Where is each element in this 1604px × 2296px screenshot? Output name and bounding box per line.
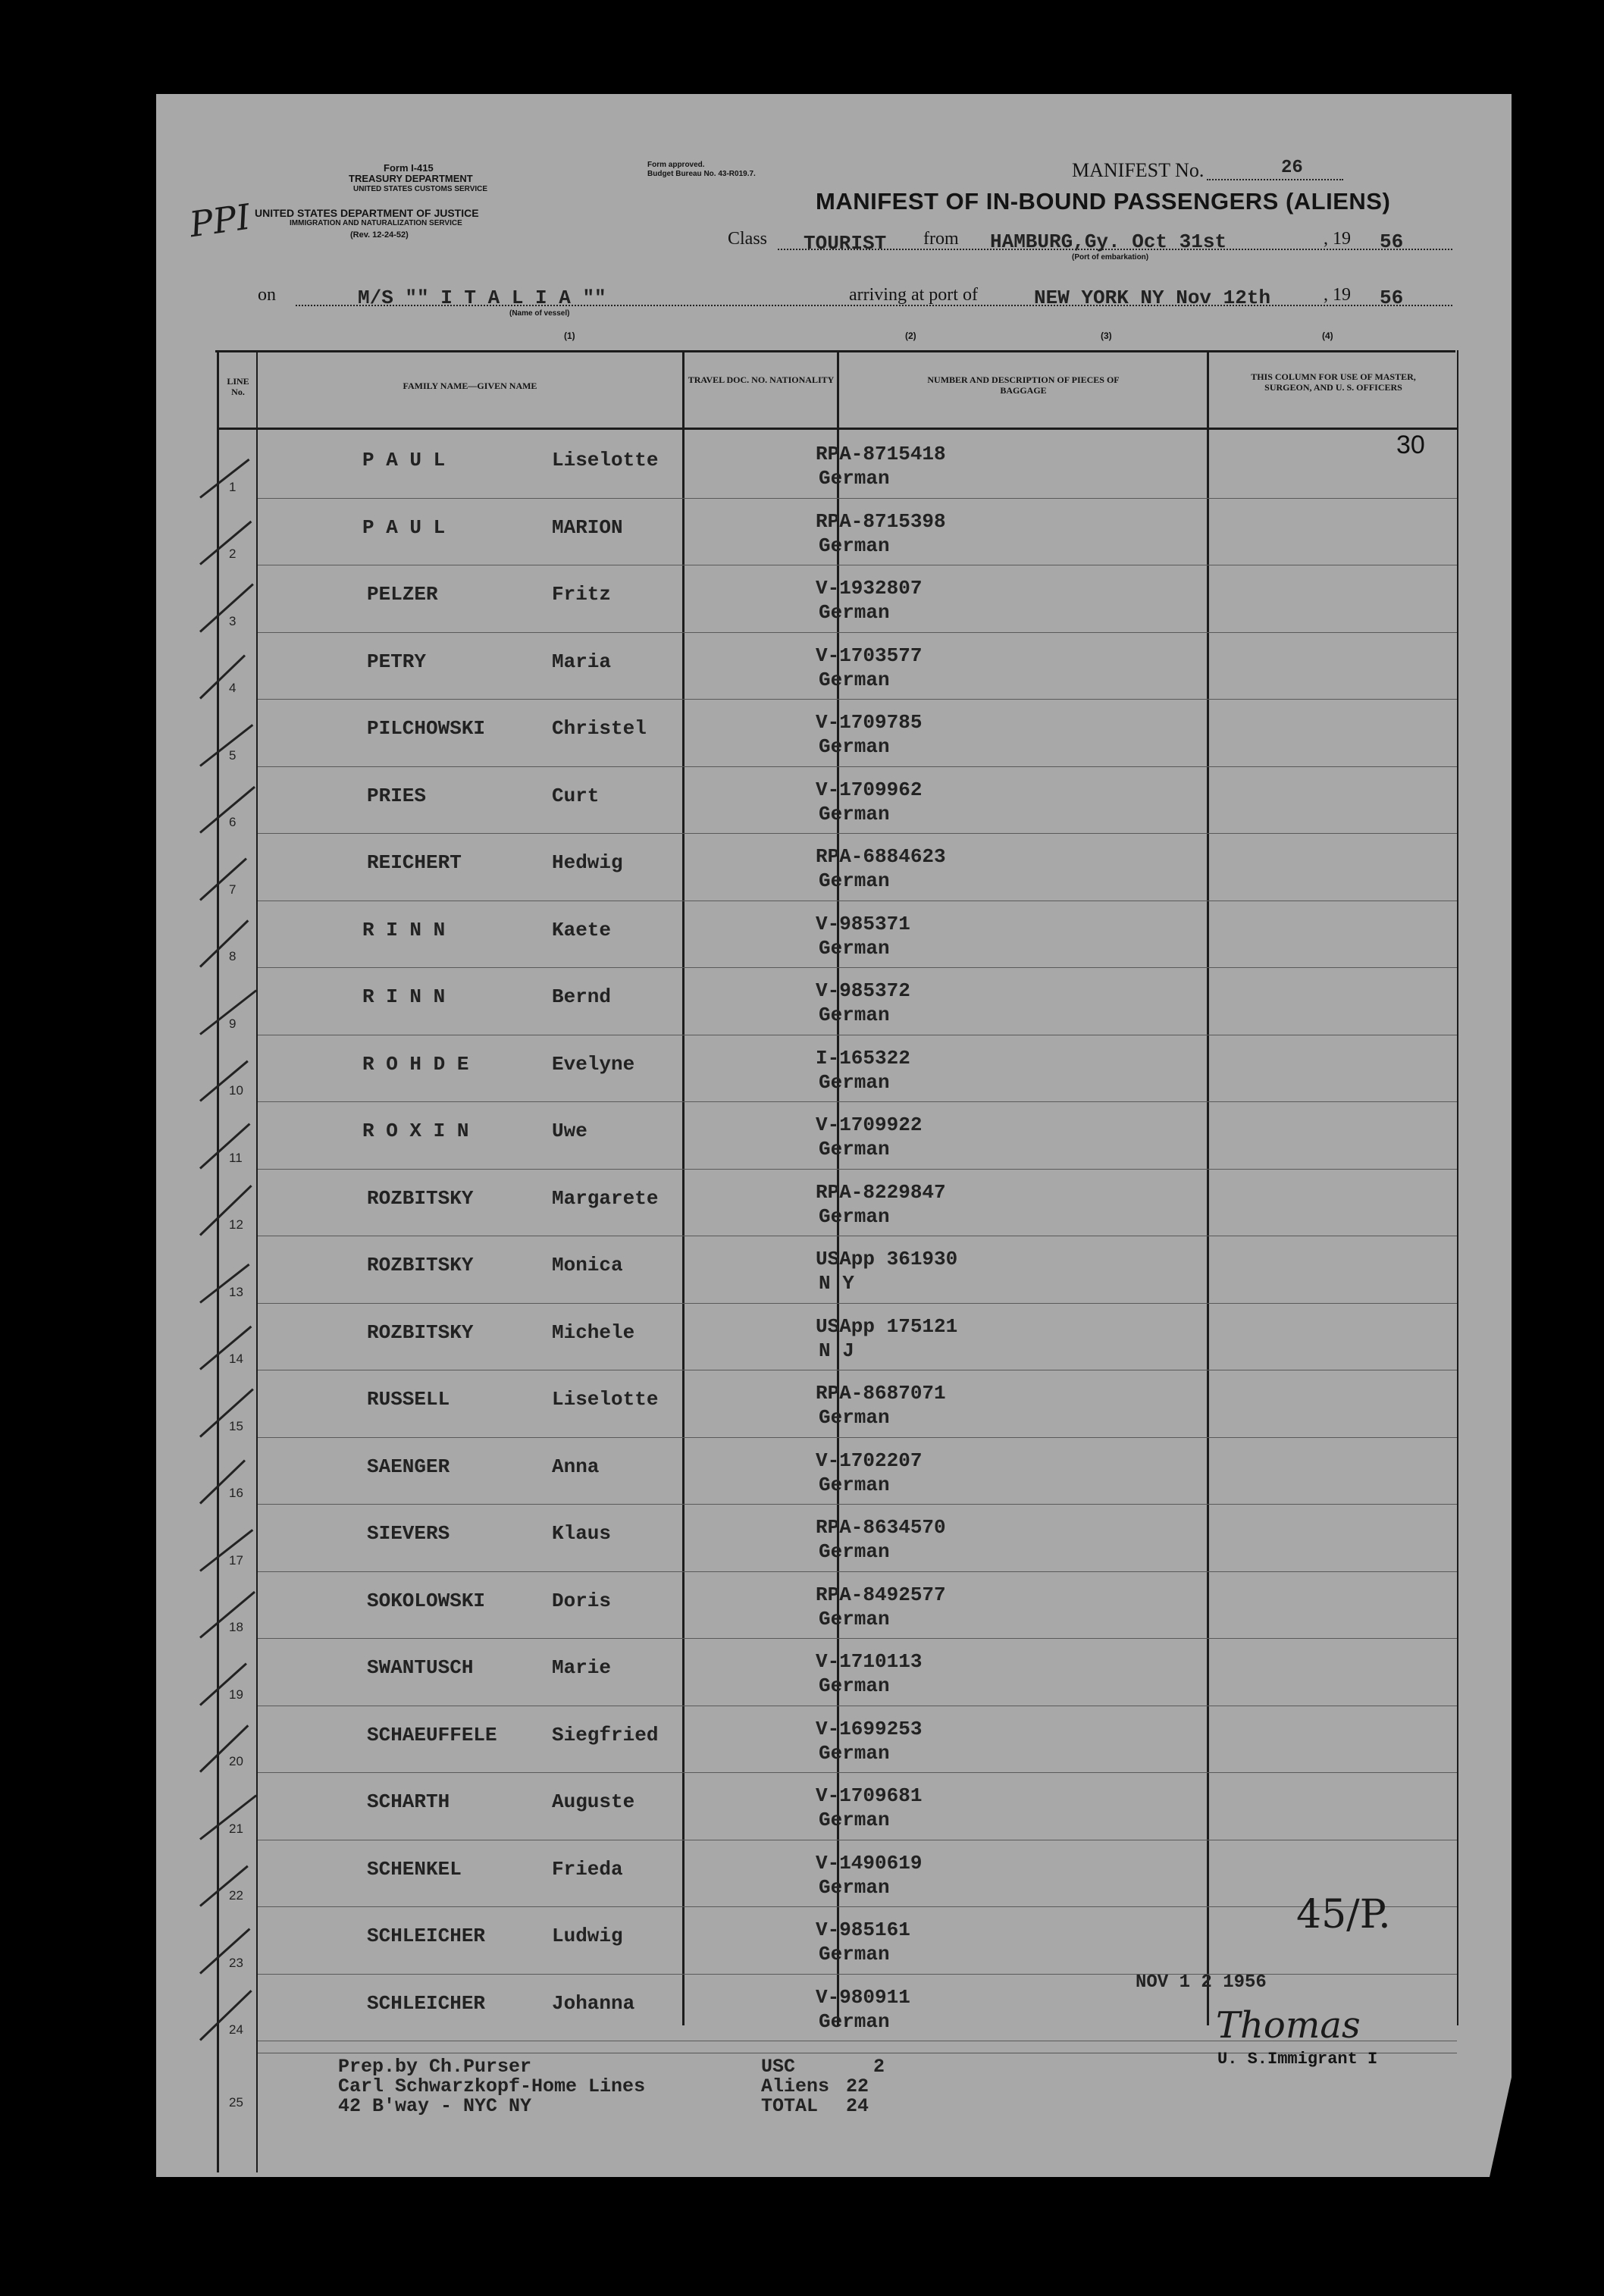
line-number: 14 <box>229 1352 243 1366</box>
year-prefix-1: , 19 <box>1324 229 1351 249</box>
line-number: 6 <box>229 815 237 829</box>
travel-doc-number: V-1703577 <box>816 644 923 667</box>
family-name: R O X I N <box>362 1120 469 1142</box>
usc-value: 2 <box>873 2056 885 2078</box>
given-name: Curt <box>552 784 600 807</box>
given-name: Monica <box>552 1254 623 1276</box>
given-name: Frieda <box>552 1857 623 1881</box>
line-number: 23 <box>229 1955 243 1970</box>
aliens-label: Aliens <box>761 2075 830 2097</box>
travel-doc-number: V-1702207 <box>816 1449 923 1472</box>
line-number: 15 <box>229 1418 243 1433</box>
treasury-dept: TREASURY DEPARTMENT <box>349 173 473 184</box>
table-row <box>156 1844 1457 1912</box>
arriving-label: arriving at port of <box>849 285 978 305</box>
family-name: P A U L <box>362 449 446 471</box>
line-number: 7 <box>229 882 237 897</box>
check-mark <box>199 1388 254 1437</box>
nationality: German <box>819 1809 890 1831</box>
table-row <box>156 838 1457 905</box>
table-row <box>156 1508 1457 1576</box>
manifest-page <box>156 94 1512 2177</box>
total-label: TOTAL <box>761 2095 819 2117</box>
margin-note: PPI <box>186 196 253 246</box>
purser-address: 42 B'way - NYC NY <box>338 2095 532 2117</box>
line-number: 13 <box>229 1284 243 1299</box>
line-number-25: 25 <box>229 2095 243 2110</box>
rev-date: (Rev. 12-24-52) <box>350 230 409 240</box>
customs-service: UNITED STATES CUSTOMS SERVICE <box>353 185 488 193</box>
table-row <box>156 1911 1457 1978</box>
travel-doc-number: V-980911 <box>816 1985 910 2009</box>
family-name: SCHARTH <box>367 1790 450 1813</box>
form-number: Form I-415 <box>384 162 434 174</box>
travel-doc-number: V-1709681 <box>816 1784 923 1807</box>
travel-doc-number: V-1709962 <box>816 778 923 801</box>
table-row <box>156 703 1457 771</box>
budget-bureau: Budget Bureau No. 43-R019.7. <box>647 170 756 178</box>
nationality: German <box>819 534 890 557</box>
table-row <box>156 1173 1457 1241</box>
table-row <box>156 569 1457 637</box>
check-mark <box>199 1123 250 1169</box>
travel-doc-number: RPA-8715418 <box>816 443 946 465</box>
table-row <box>156 972 1457 1039</box>
travel-doc-number: V-1932807 <box>816 577 923 600</box>
table-row <box>156 1710 1457 1778</box>
prepared-by: Prep.by Ch.Purser <box>338 2056 532 2078</box>
port-embarkation-caption: (Port of embarkation) <box>1072 253 1149 262</box>
arrival-value: NEW YORK NY Nov 12th <box>1034 287 1271 309</box>
travel-doc-number: V-1709785 <box>816 711 923 734</box>
check-mark <box>199 1326 252 1370</box>
col-header-travel: TRAVEL DOC. NO. NATIONALITY <box>688 374 835 385</box>
nationality: German <box>819 1138 890 1161</box>
family-name: SCHLEICHER <box>367 1991 486 2015</box>
table-row <box>156 435 1457 503</box>
given-name: Klaus <box>552 1522 612 1545</box>
family-name: PELZER <box>367 583 438 606</box>
family-name: RUSSELL <box>367 1388 450 1411</box>
year-prefix-2: , 19 <box>1324 285 1351 305</box>
table-row <box>156 637 1457 704</box>
stamp-date: NOV 1 2 1956 <box>1136 1972 1267 1993</box>
check-mark <box>199 919 249 967</box>
check-mark <box>199 521 252 565</box>
col-header-officers: THIS COLUMN FOR USE OF MASTER, SURGEON, AND U. S. OFFICERS <box>1251 371 1416 393</box>
line-number: 8 <box>229 949 237 963</box>
col-header-name: FAMILY NAME—GIVEN NAME <box>403 381 537 391</box>
check-mark <box>199 786 255 834</box>
line-number: 16 <box>229 1486 243 1500</box>
nationality: German <box>819 1674 890 1697</box>
given-name: Maria <box>552 650 612 673</box>
given-name: Doris <box>552 1589 612 1612</box>
given-name: Liselotte <box>552 1388 659 1411</box>
family-name: SAENGER <box>367 1455 450 1478</box>
torn-corner <box>1490 1971 1535 2177</box>
given-name: Liselotte <box>552 449 659 471</box>
given-name: Margarete <box>552 1186 659 1210</box>
manifest-title: MANIFEST OF IN-BOUND PASSENGERS (ALIENS) <box>816 188 1391 215</box>
table-row <box>156 1643 1457 1710</box>
given-name: Johanna <box>552 1991 635 2015</box>
table-row <box>156 1308 1457 1375</box>
line-number: 10 <box>229 1083 243 1098</box>
line-number: 20 <box>229 1754 243 1768</box>
check-mark <box>199 583 254 632</box>
nationality: German <box>819 1607 890 1630</box>
given-name: Fritz <box>552 583 612 606</box>
travel-doc-number: V-1490619 <box>816 1851 923 1875</box>
family-name: SWANTUSCH <box>367 1656 474 1679</box>
travel-doc-number: V-1710113 <box>816 1650 923 1673</box>
given-name: Siegfried <box>552 1723 659 1746</box>
given-name: Michele <box>552 1320 635 1344</box>
travel-doc-number: V-1709922 <box>816 1114 923 1136</box>
officer-signature: Thomas <box>1216 2004 1361 2047</box>
given-name: Hedwig <box>552 851 623 874</box>
family-name: ROZBITSKY <box>367 1186 474 1210</box>
total-value: 24 <box>846 2095 869 2117</box>
travel-doc-number: V-1699253 <box>816 1717 923 1740</box>
travel-doc-number: RPA-8715398 <box>816 509 946 533</box>
travel-doc-number: RPA-6884623 <box>816 845 946 868</box>
justice-dept: UNITED STATES DEPARTMENT OF JUSTICE <box>255 207 479 219</box>
nationality: German <box>819 1070 890 1094</box>
family-name: PETRY <box>367 650 427 673</box>
class-value: TOURIST <box>804 232 887 255</box>
family-name: SCHAEUFFELE <box>367 1723 497 1746</box>
line-number: 22 <box>229 1888 243 1903</box>
table-row <box>156 1240 1457 1308</box>
line-number: 24 <box>229 2022 243 2037</box>
table-row <box>156 503 1457 570</box>
table-row <box>156 1106 1457 1173</box>
travel-doc-number: V-985371 <box>816 912 910 935</box>
line-number: 12 <box>229 1217 243 1232</box>
col-header-line: LINE No. <box>227 376 249 397</box>
year-1: 56 <box>1380 230 1404 253</box>
col-num-2: (2) <box>905 330 916 341</box>
nationality: German <box>819 601 890 624</box>
given-name: Ludwig <box>552 1925 623 1947</box>
travel-doc-number: RPA-8229847 <box>816 1180 946 1204</box>
nationality: German <box>819 1741 890 1765</box>
family-name: SOKOLOWSKI <box>367 1589 486 1612</box>
nationality: German <box>819 1004 890 1026</box>
family-name: R I N N <box>362 985 446 1008</box>
line-number: 5 <box>229 747 237 763</box>
year-2: 56 <box>1380 287 1404 309</box>
line-number: 17 <box>229 1552 243 1568</box>
travel-doc-number: USApp 361930 <box>816 1248 958 1270</box>
travel-doc-number: RPA-8687071 <box>816 1382 946 1405</box>
nationality: German <box>819 1406 890 1429</box>
col-header-baggage: NUMBER AND DESCRIPTION OF PIECES OF BAGGAGE <box>927 374 1120 396</box>
line-number: 11 <box>229 1150 243 1165</box>
usc-label: USC <box>761 2056 796 2078</box>
line-number: 19 <box>229 1687 243 1702</box>
given-name: Marie <box>552 1656 612 1679</box>
vessel-caption: (Name of vessel) <box>509 309 570 318</box>
immigrant-inspector-label: U. S.Immigrant I <box>1217 2050 1378 2069</box>
check-mark <box>199 857 247 901</box>
travel-doc-number: RPA-8634570 <box>816 1516 946 1539</box>
form-approved: Form approved. <box>647 161 705 169</box>
nationality: German <box>819 1875 890 1899</box>
given-name: Auguste <box>552 1790 635 1813</box>
col-num-1: (1) <box>564 330 575 341</box>
manifest-label: MANIFEST No. <box>1072 159 1205 181</box>
on-label: on <box>258 285 276 305</box>
line-number: 3 <box>229 613 237 628</box>
travel-doc-number: I-165322 <box>816 1046 910 1070</box>
nationality: N J <box>819 1339 854 1362</box>
table-top-rule <box>215 350 1455 352</box>
line-number: 9 <box>229 1016 237 1031</box>
nationality: German <box>819 2009 890 2033</box>
table-row <box>156 1777 1457 1844</box>
table-row <box>156 1374 1457 1442</box>
check-mark <box>199 654 246 699</box>
given-name: Uwe <box>552 1120 587 1142</box>
travel-doc-number: USApp 175121 <box>816 1314 958 1338</box>
family-name: R I N N <box>362 918 446 941</box>
check-mark <box>199 1185 252 1236</box>
given-name: Christel <box>552 717 647 740</box>
travel-doc-number: RPA-8492577 <box>816 1583 946 1606</box>
check-mark <box>199 1529 253 1572</box>
family-name: SIEVERS <box>367 1522 450 1545</box>
line-number: 2 <box>229 547 237 561</box>
table-row <box>156 1039 1457 1107</box>
vessel-name: M/S "" I T A L I A "" <box>358 287 606 309</box>
manifest-number: 26 <box>1281 158 1303 178</box>
col-num-4: (4) <box>1322 330 1333 341</box>
check-mark <box>199 1990 252 2041</box>
line-number: 21 <box>229 1821 243 1836</box>
nationality: German <box>819 668 890 691</box>
check-mark <box>199 724 253 767</box>
nationality: German <box>819 936 890 960</box>
aliens-value: 22 <box>846 2075 869 2097</box>
line-number: 4 <box>229 681 237 695</box>
family-name: PRIES <box>367 784 427 807</box>
nationality: German <box>819 467 890 490</box>
nationality: N Y <box>819 1272 854 1295</box>
nationality: German <box>819 802 890 825</box>
table-row <box>156 771 1457 838</box>
given-name: Anna <box>552 1455 600 1478</box>
family-name: ROZBITSKY <box>367 1320 474 1344</box>
family-name: R O H D E <box>362 1052 469 1076</box>
family-name: SCHENKEL <box>367 1857 462 1881</box>
travel-doc-number: V-985372 <box>816 979 910 1002</box>
page-count: 30 <box>1396 431 1425 459</box>
check-mark <box>199 1591 255 1639</box>
check-mark <box>199 458 249 498</box>
line-number: 1 <box>229 479 237 494</box>
given-name: MARION <box>552 515 623 539</box>
family-name: P A U L <box>362 515 446 539</box>
class-label: Class <box>728 229 768 249</box>
travel-doc-number: V-985161 <box>816 1919 910 1941</box>
family-name: ROZBITSKY <box>367 1254 474 1276</box>
tally-mark: 45/P. <box>1296 1892 1391 1937</box>
table-row <box>156 1576 1457 1643</box>
given-name: Evelyne <box>552 1052 635 1076</box>
nationality: German <box>819 1473 890 1496</box>
from-label: from <box>923 229 959 249</box>
line-number: 18 <box>229 1620 243 1634</box>
nationality: German <box>819 1204 890 1228</box>
nationality: German <box>819 1943 890 1966</box>
given-name: Kaete <box>552 918 612 941</box>
col-num-3: (3) <box>1101 330 1112 341</box>
table-row <box>156 1442 1457 1509</box>
purser-name: Carl Schwarzkopf-Home Lines <box>338 2075 646 2097</box>
nationality: German <box>819 869 890 892</box>
nationality: German <box>819 735 890 758</box>
family-name: REICHERT <box>367 851 462 874</box>
ins-service: IMMIGRATION AND NATURALIZATION SERVICE <box>290 219 462 227</box>
table-row <box>156 905 1457 973</box>
family-name: SCHLEICHER <box>367 1925 486 1947</box>
family-name: PILCHOWSKI <box>367 717 486 740</box>
from-value: HAMBURG,Gy. Oct 31st <box>990 230 1227 253</box>
given-name: Bernd <box>552 985 612 1008</box>
nationality: German <box>819 1540 890 1563</box>
